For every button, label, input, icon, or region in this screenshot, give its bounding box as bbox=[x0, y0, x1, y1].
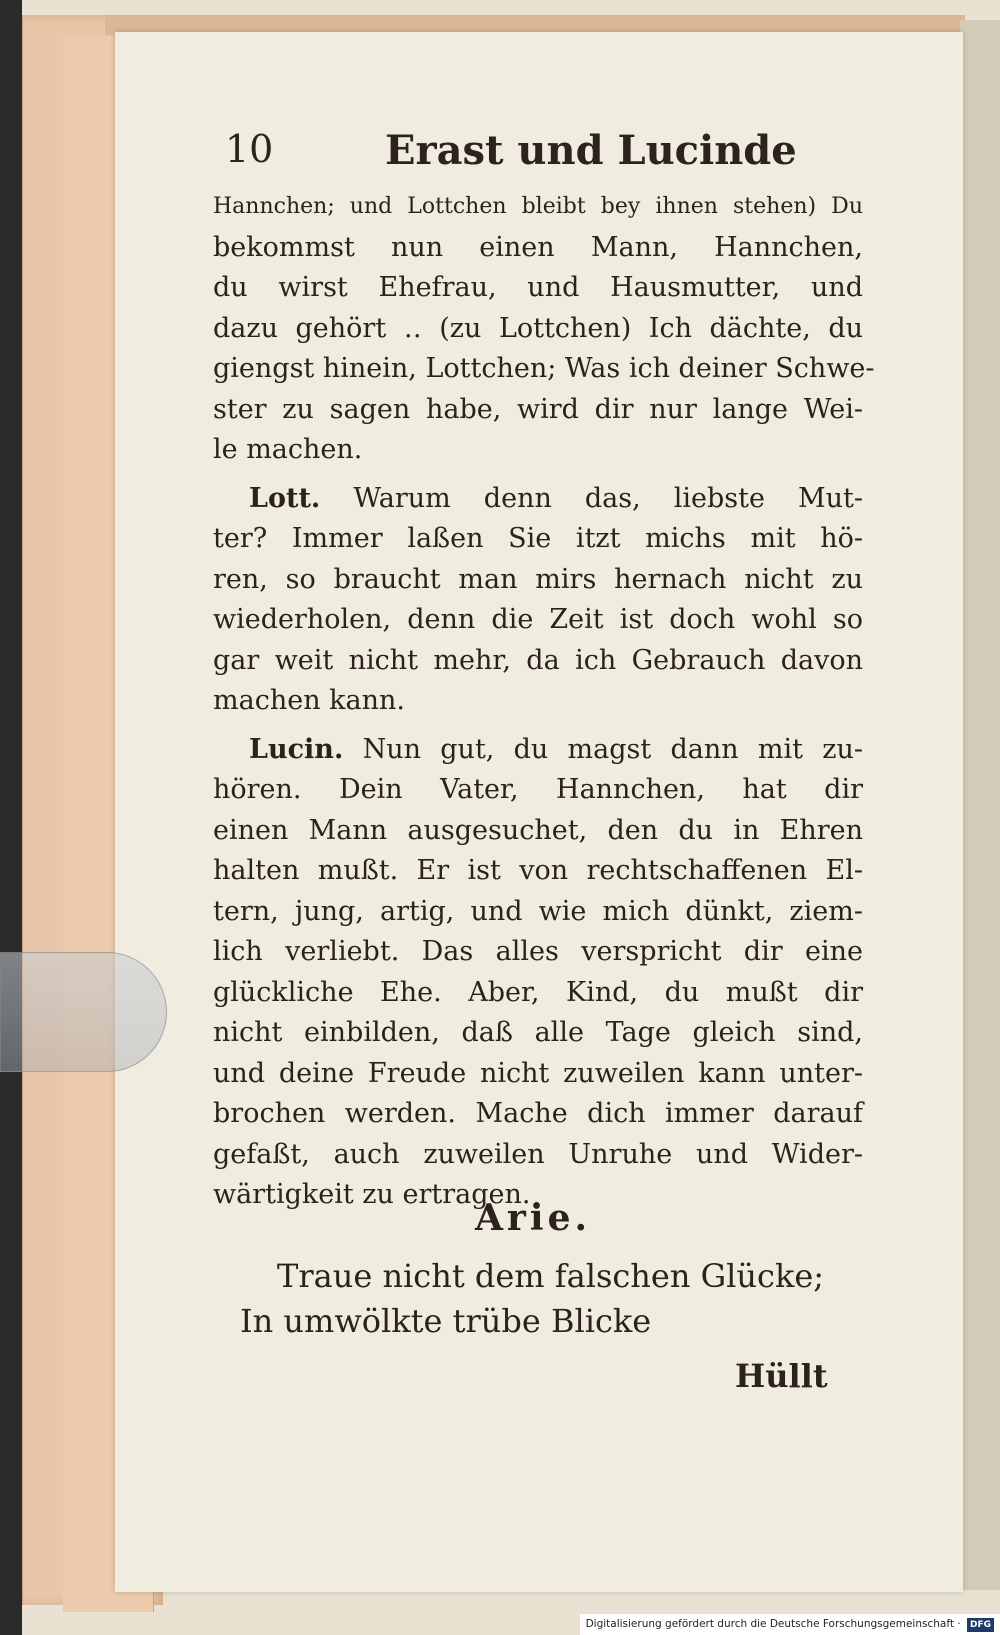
dfg-logo-icon: DFG bbox=[967, 1618, 994, 1632]
text-line: wärtigkeit zu ertragen. bbox=[213, 1179, 531, 1210]
page-number: 10 bbox=[225, 127, 274, 171]
scan-left-edge bbox=[0, 0, 22, 1635]
digitization-credit bbox=[580, 1614, 1000, 1635]
text-line: bekommst nun einen Mann, Hannchen, bbox=[213, 231, 863, 263]
credit-text: Digitalisierung gefördert durch die Deutsche Forschungsgemeinschaft · bbox=[585, 1618, 961, 1630]
running-title: Erast und Lucinde bbox=[385, 127, 797, 174]
paragraph-lucin bbox=[213, 730, 863, 1216]
text-line: glückliche Ehe. Aber, Kind, du mußt dir bbox=[213, 976, 863, 1008]
speech-text: Warum denn das, liebste Mut- bbox=[353, 482, 863, 514]
text-line: le machen. bbox=[213, 434, 363, 465]
text-line: dazu gehört ‥ (zu Lottchen) Ich dächte, du bbox=[213, 312, 863, 344]
text-line: einen Mann ausgesuchet, den du in Ehren bbox=[213, 814, 863, 846]
text-line: machen kann. bbox=[213, 685, 405, 716]
text-line: lich verliebt. Das alles verspricht dir eine bbox=[213, 936, 863, 967]
verse-line: In umwölkte trübe Blicke bbox=[240, 1302, 652, 1340]
text-line: ren, so braucht man mirs hernach nicht zu bbox=[213, 563, 863, 595]
speaker-name: Lucin. bbox=[249, 733, 344, 765]
text-line: wiederholen, denn die Zeit ist doch wohl so bbox=[213, 604, 863, 635]
paragraph-lott bbox=[213, 479, 863, 722]
book-page bbox=[115, 32, 963, 1592]
page-header bbox=[225, 127, 865, 187]
speaker-line bbox=[213, 730, 863, 771]
text-line: tern, jung, artig, und wie mich dünkt, ziem- bbox=[213, 895, 863, 927]
catchword: Hüllt bbox=[735, 1357, 828, 1395]
speech-text: Nun gut, du magst dann mit zu- bbox=[362, 733, 863, 765]
text-line: gefaßt, auch zuweilen Unruhe und Wider- bbox=[213, 1138, 863, 1170]
text-line: gar weit nicht mehr, da ich Gebrauch davon bbox=[213, 644, 863, 676]
text-line: halten mußt. Er ist von rechtschaffenen El- bbox=[213, 855, 863, 886]
speaker-line bbox=[213, 479, 863, 520]
page-clip bbox=[0, 952, 167, 1072]
text-line: du wirst Ehefrau, und Hausmutter, und bbox=[213, 272, 863, 303]
text-line: hören. Dein Vater, Hannchen, hat dir bbox=[213, 774, 863, 805]
verse-line: Traue nicht dem falschen Glücke; bbox=[277, 1257, 825, 1295]
text-line: Hannchen; und Lottchen bleibt bey ihnen stehen) Du bbox=[213, 194, 863, 219]
aria-heading: Arie. bbox=[475, 1197, 592, 1239]
text-line: brochen werden. Mache dich immer darauf bbox=[213, 1098, 863, 1129]
text-line: giengst hinein, Lottchen; Was ich deiner Schwe- bbox=[213, 353, 875, 384]
text-line: nicht einbilden, daß alle Tage gleich sind, bbox=[213, 1017, 863, 1048]
right-page-edge bbox=[960, 20, 1000, 1590]
body-text bbox=[213, 187, 875, 1216]
speaker-name: Lott. bbox=[249, 482, 321, 514]
text-line: ter? Immer laßen Sie itzt michs mit hö- bbox=[213, 523, 863, 554]
text-line: und deine Freude nicht zuweilen kann unter- bbox=[213, 1057, 863, 1089]
text-line: ster zu sagen habe, wird dir nur lange Wei- bbox=[213, 393, 863, 425]
